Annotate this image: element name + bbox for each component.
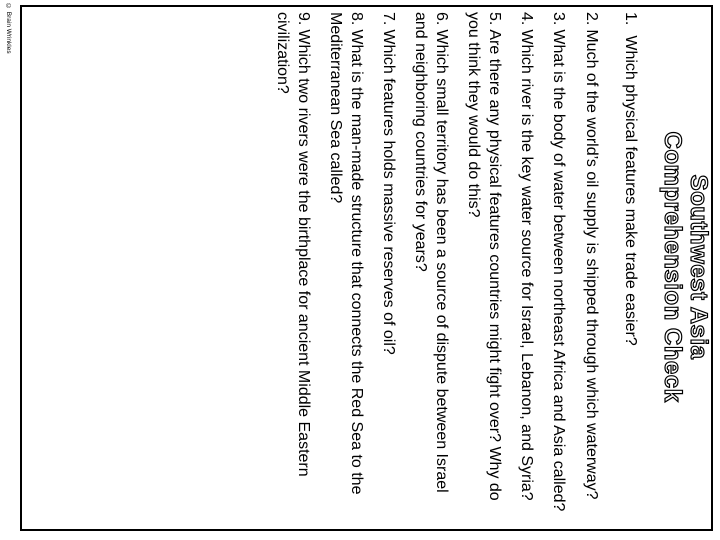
question-text: What is the man-made structure that connects the Red Sea to the Mediterranean Sea called?: [327, 12, 365, 495]
question-8: [325, 12, 367, 522]
question-text: Which small territory has been a source of dispute between Israel and neighboring countries for years?: [412, 12, 450, 493]
question-text: Which river is the key water source for Israel, Lebanon, and Syria?: [518, 29, 535, 501]
question-text: What is the body of water between northeast Africa and Asia called?: [550, 29, 567, 512]
question-1: [620, 12, 641, 522]
question-text: Much of the world’s oil supply is shipped through which waterway?: [583, 29, 600, 500]
question-4: [516, 12, 537, 522]
question-7: [378, 12, 399, 522]
question-text: Are there any physical features countries might fight over? Why do you think they would do this?: [465, 12, 503, 501]
question-number: 3.: [550, 12, 567, 26]
question-number: 2.: [583, 12, 600, 26]
question-9: [272, 12, 314, 522]
question-text: Which features holds massive reserves of oil?: [380, 29, 397, 355]
question-text: Which two rivers were the birthplace for ancient Middle Eastern civilization?: [274, 12, 312, 477]
question-5: [463, 12, 505, 522]
question-number: 8.: [348, 12, 365, 26]
question-number: 7.: [380, 12, 397, 26]
question-number: 5.: [486, 12, 503, 26]
worksheet-content: [272, 12, 711, 522]
title-line-2: Comprehension Check: [659, 131, 686, 403]
question-number: 1.: [622, 12, 639, 26]
copyright-notice: © Brain Wrinkles: [5, 3, 12, 54]
worksheet-title: [659, 12, 711, 522]
question-2: [581, 12, 602, 522]
question-list: [272, 12, 641, 522]
question-number: 4.: [518, 12, 535, 26]
question-number: 6.: [433, 12, 450, 26]
question-text: Which physical features make trade easier?: [622, 35, 639, 346]
question-6: [410, 12, 452, 522]
question-number: 9.: [295, 12, 312, 26]
title-line-1: Southwest Asia: [685, 174, 712, 360]
question-3: [548, 12, 569, 522]
